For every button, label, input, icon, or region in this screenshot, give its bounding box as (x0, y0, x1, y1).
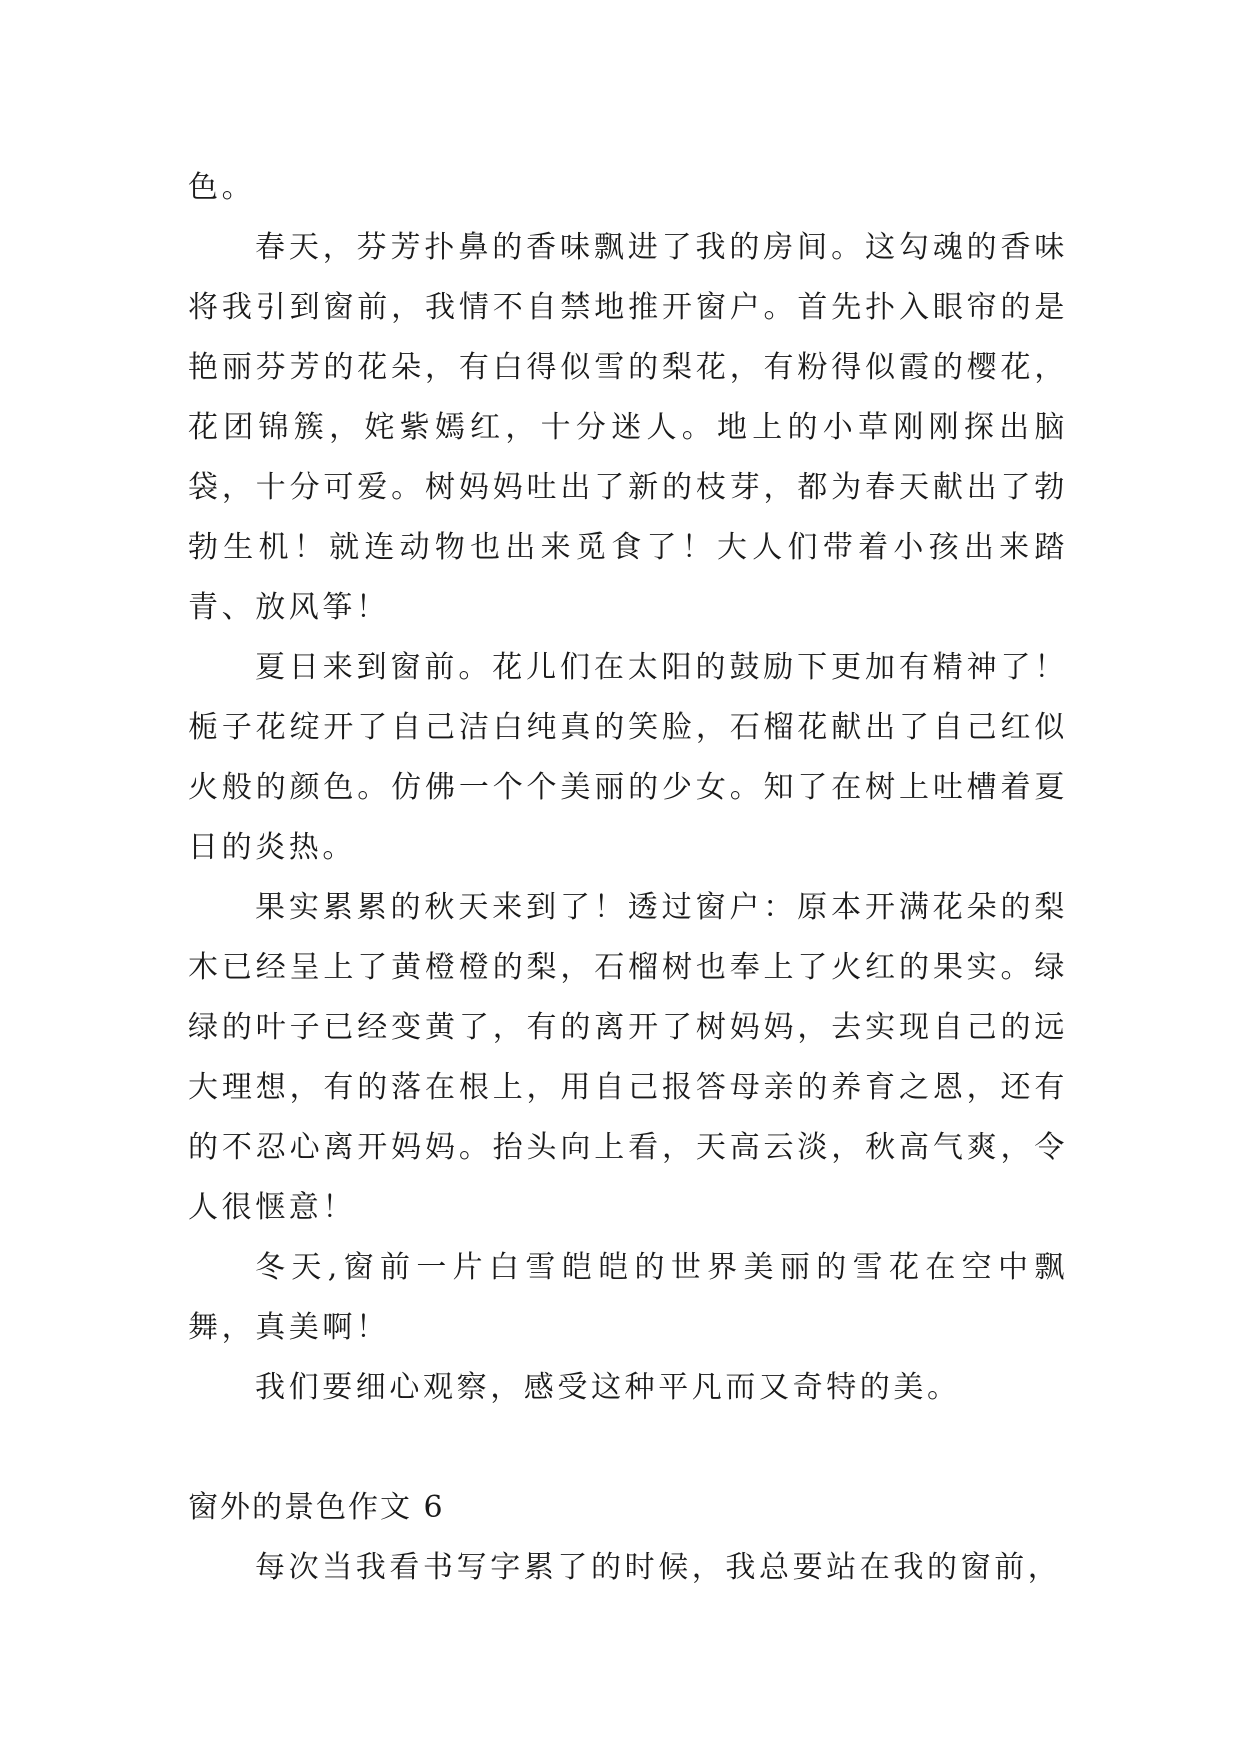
section-title: 窗外的景色作文 6 (188, 1490, 445, 1525)
paragraph-spring: 春天，芬芳扑鼻的香味飘进了我的房间。这勾魂的香味将我引到窗前，我情不自禁地推开窗户。首先扑入眼帘的是艳丽芬芳的花朵，有白得似雪的梨花，有粉得似霞的樱花，花团锦簇，姹紫嫣红，十分迷人。地上的小草刚刚探出脑袋，十分可爱。树妈妈吐出了新的枝芽，都为春天献出了勃勃生机！就连动物也出来觅食了！大人们带着小孩出来踏青、放风筝！ (188, 230, 1068, 625)
paragraph-conclusion: 我们要细心观察，感受这种平凡而又奇特的美。 (255, 1370, 961, 1405)
document-body (188, 158, 1068, 1598)
paragraph-summer: 夏日来到窗前。花儿们在太阳的鼓励下更加有精神了！栀子花绽开了自己洁白纯真的笑脸，石榴花献出了自己红似火般的颜色。仿佛一个个美丽的少女。知了在树上吐槽着夏日的炎热。 (188, 650, 1068, 865)
paragraph-autumn: 果实累累的秋天来到了！透过窗户：原本开满花朵的梨木已经呈上了黄橙橙的梨，石榴树也奉上了火红的果实。绿绿的叶子已经变黄了，有的离开了树妈妈，去实现自己的远大理想，有的落在根上，用自己报答母亲的养育之恩，还有的不忍心离开妈妈。抬头向上看，天高云淡，秋高气爽，令人很惬意！ (188, 890, 1068, 1225)
paragraph-winter: 冬天,窗前一片白雪皑皑的世界美丽的雪花在空中飘舞，真美啊！ (188, 1250, 1068, 1345)
paragraph-continuation: 色。 (188, 170, 256, 205)
section-spacer (188, 1418, 1068, 1478)
paragraph-next-essay: 每次当我看书写字累了的时候，我总要站在我的窗前， (255, 1550, 1062, 1585)
